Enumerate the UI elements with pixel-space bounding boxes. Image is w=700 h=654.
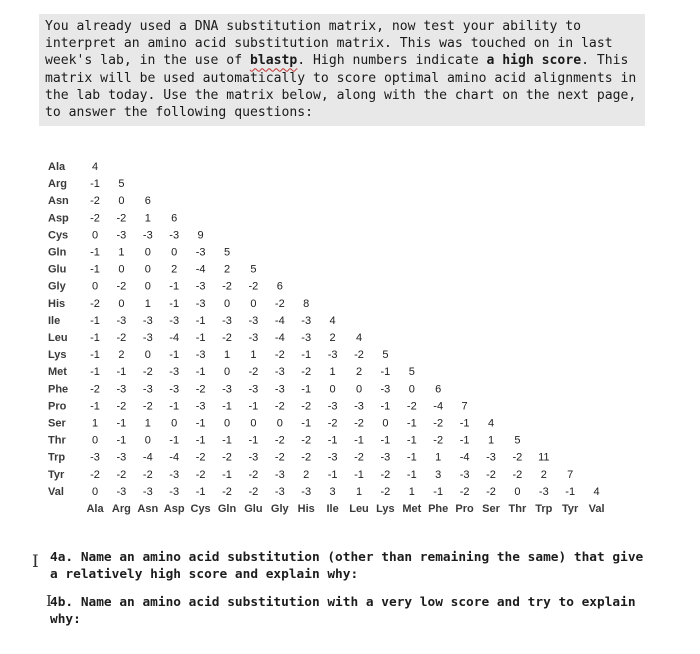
- matrix-cell: 1: [223, 349, 231, 362]
- matrix-cell: -1: [195, 434, 206, 447]
- matrix-cell: -3: [169, 314, 180, 327]
- matrix-cell: -3: [301, 485, 312, 498]
- matrix-cell: 4: [593, 485, 600, 498]
- row-label-tyr: Tyr: [48, 468, 65, 481]
- matrix-cell: 5: [408, 366, 415, 379]
- matrix-cell: -2: [116, 212, 127, 225]
- matrix-cell: -2: [512, 451, 523, 464]
- matrix-cell: 2: [171, 263, 178, 276]
- matrix-cell: -1: [354, 468, 364, 481]
- matrix-cell: 5: [118, 178, 125, 191]
- matrix-cell: -3: [195, 349, 206, 362]
- row-label-glu: Glu: [48, 263, 67, 276]
- col-label-phe: Phe: [428, 503, 449, 515]
- intro-text-part1: You already used a DNA substitution matrix, now test your ability to interpret an amino acid substitution matrix. This was touched on in last week's lab, in the use of: [45, 19, 613, 69]
- matrix-cell: -3: [327, 400, 338, 413]
- intro-high-score: a high score: [486, 53, 582, 69]
- matrix-cell: -2: [274, 297, 285, 310]
- matrix-cell: -3: [248, 451, 259, 464]
- matrix-cell: -1: [301, 383, 312, 396]
- intro-instructions: [39, 14, 645, 126]
- matrix-cell: -1: [90, 400, 100, 413]
- matrix-cell: -1: [406, 451, 417, 464]
- matrix-cell: -1: [327, 468, 338, 481]
- matrix-cell: -2: [301, 434, 312, 447]
- col-label-tyr: Tyr: [562, 503, 579, 515]
- matrix-cell: -2: [195, 468, 206, 481]
- col-label-thr: Thr: [508, 503, 527, 515]
- matrix-cell: -3: [327, 349, 338, 362]
- row-label-thr: Thr: [48, 434, 66, 447]
- col-label-his: His: [297, 503, 315, 515]
- col-label-ile: Ile: [326, 503, 339, 515]
- text-cursor-icon: I: [32, 552, 39, 572]
- matrix-cell: -3: [116, 383, 127, 396]
- matrix-cell: -1: [169, 349, 180, 362]
- matrix-cell: 5: [382, 349, 389, 362]
- matrix-cell: 0: [382, 417, 389, 430]
- row-label-pro: Pro: [48, 400, 67, 413]
- matrix-cell: -3: [248, 314, 259, 327]
- col-label-met: Met: [402, 503, 422, 515]
- matrix-cell: -1: [406, 468, 417, 481]
- matrix-cell: 6: [435, 383, 442, 396]
- matrix-cell: -4: [169, 451, 180, 464]
- matrix-cell: 2: [223, 263, 231, 276]
- matrix-cell: -1: [222, 400, 232, 413]
- row-label-ile: Ile: [48, 314, 61, 327]
- matrix-cell: -3: [169, 485, 180, 498]
- matrix-cell: 0: [408, 383, 415, 396]
- matrix-cell: -3: [248, 383, 259, 396]
- matrix-cell: -1: [90, 263, 100, 276]
- row-label-gln: Gln: [48, 246, 67, 259]
- row-label-arg: Arg: [48, 178, 67, 191]
- matrix-cell: -2: [195, 451, 206, 464]
- matrix-cell: -3: [116, 314, 127, 327]
- matrix-cell: -2: [486, 468, 496, 481]
- matrix-cell: -1: [169, 400, 180, 413]
- matrix-cell: 6: [144, 195, 151, 208]
- col-label-pro: Pro: [455, 503, 474, 515]
- matrix-cell: -3: [301, 314, 312, 327]
- matrix-cell: -2: [274, 349, 285, 362]
- matrix-cell: -1: [433, 485, 444, 498]
- matrix-cell: -2: [248, 366, 259, 379]
- matrix-cell: -1: [90, 246, 100, 259]
- matrix-cell: -2: [116, 400, 127, 413]
- matrix-cell: -4: [274, 314, 285, 327]
- row-label-val: Val: [48, 485, 64, 498]
- intro-blastp-term: blastp: [249, 53, 298, 69]
- row-label-gly: Gly: [48, 280, 66, 293]
- matrix-cell: -1: [327, 434, 338, 447]
- matrix-cell: -1: [380, 434, 391, 447]
- matrix-cell: -4: [433, 400, 444, 413]
- matrix-cell: 6: [276, 280, 283, 293]
- matrix-cell: -2: [512, 468, 523, 481]
- matrix-cell: -1: [248, 400, 259, 413]
- col-label-gly: Gly: [270, 503, 289, 515]
- matrix-cell: -1: [90, 332, 100, 344]
- matrix-cell: 0: [91, 485, 99, 498]
- col-label-trp: Trp: [535, 503, 553, 515]
- matrix-cell: -1: [354, 434, 364, 447]
- matrix-cell: -2: [380, 468, 391, 481]
- col-label-lys: Lys: [376, 503, 395, 515]
- matrix-cell: -3: [90, 451, 100, 464]
- matrix-cell: 0: [355, 383, 363, 396]
- question-4b[interactable]: 4b. Name an amino acid substitution with a very low score and try to explain why:: [50, 595, 636, 627]
- matrix-cell: -1: [565, 485, 576, 498]
- matrix-cell: 0: [144, 263, 151, 276]
- matrix-cell: -1: [406, 434, 417, 447]
- matrix-cell: -2: [433, 434, 444, 447]
- matrix-cell: 0: [223, 366, 231, 379]
- matrix-cell: -1: [195, 485, 206, 498]
- matrix-cell: -3: [116, 451, 127, 464]
- matrix-cell: 0: [250, 417, 257, 430]
- col-label-leu: Leu: [349, 503, 369, 515]
- matrix-cell: -3: [274, 468, 285, 481]
- matrix-cell: 0: [144, 434, 151, 447]
- matrix-cell: -3: [327, 451, 338, 464]
- matrix-cell: -2: [301, 400, 312, 413]
- matrix-cell: -4: [459, 451, 470, 464]
- matrix-cell: -3: [169, 468, 180, 481]
- matrix-cell: -1: [195, 366, 206, 379]
- matrix-cell: 7: [461, 400, 468, 413]
- matrix-cell: -2: [195, 383, 206, 396]
- col-label-asp: Asp: [163, 503, 185, 515]
- matrix-cell: -1: [380, 400, 391, 413]
- matrix-cell: 1: [355, 485, 363, 498]
- row-label-met: Met: [48, 366, 67, 379]
- col-label-ala: Ala: [86, 503, 104, 515]
- matrix-cell: -3: [538, 485, 549, 498]
- matrix-cell: -2: [380, 485, 391, 498]
- row-label-phe: Phe: [48, 383, 69, 396]
- matrix-cell: -1: [90, 314, 100, 327]
- matrix-cell: -2: [248, 468, 259, 481]
- col-label-glu: Glu: [244, 503, 263, 515]
- matrix-cell: -3: [248, 332, 259, 344]
- row-label-cys: Cys: [48, 229, 69, 242]
- matrix-cell: -2: [248, 280, 259, 293]
- matrix-cell: -3: [195, 246, 206, 259]
- matrix-cell: -3: [195, 297, 206, 310]
- matrix-cell: -2: [116, 280, 127, 293]
- row-label-his: His: [48, 297, 66, 310]
- matrix-cell: -1: [301, 349, 312, 362]
- matrix-cell: -1: [459, 417, 470, 430]
- matrix-cell: -2: [433, 417, 444, 430]
- matrix-cell: -1: [116, 417, 127, 430]
- matrix-cell: -2: [222, 485, 232, 498]
- matrix-cell: -1: [301, 417, 312, 430]
- matrix-cell: -1: [169, 297, 180, 310]
- matrix-cell: 1: [144, 297, 151, 310]
- col-label-cys: Cys: [190, 503, 211, 515]
- matrix-cell: 0: [144, 349, 151, 362]
- matrix-cell: -3: [380, 451, 391, 464]
- matrix-cell: 8: [303, 297, 310, 310]
- matrix-cell: -2: [90, 468, 100, 481]
- col-label-gln: Gln: [217, 503, 237, 515]
- matrix-cells: [48, 161, 605, 515]
- matrix-cell: -1: [116, 366, 127, 379]
- matrix-cell: -1: [380, 366, 391, 379]
- matrix-cell: 0: [91, 229, 99, 242]
- row-label-ala: Ala: [48, 161, 66, 173]
- matrix-cell: 2: [118, 349, 125, 362]
- matrix-cell: -3: [486, 451, 496, 464]
- matrix-cell: -4: [195, 263, 206, 276]
- matrix-cell: 0: [144, 246, 151, 259]
- matrix-cell: -2: [274, 400, 285, 413]
- matrix-cell: -1: [116, 434, 127, 447]
- matrix-cell: -1: [195, 314, 206, 327]
- matrix-cell: -1: [90, 349, 100, 362]
- matrix-cell: -1: [459, 434, 470, 447]
- matrix-cell: 3: [329, 485, 336, 498]
- matrix-cell: -3: [380, 383, 391, 396]
- intro-text-part3: . This matrix will be used automatically to score optimal amino acid alignments in the lab today. Use the matrix below, along with the chart on the next page, to answer the following questions:: [45, 53, 637, 121]
- matrix-cell: 1: [329, 366, 336, 379]
- matrix-cell: -2: [327, 417, 338, 430]
- matrix-cell: -3: [142, 332, 153, 344]
- matrix-cell: -2: [354, 417, 364, 430]
- matrix-cell: -2: [406, 400, 417, 413]
- matrix-cell: -3: [142, 229, 153, 242]
- matrix-cell: 1: [118, 246, 125, 259]
- matrix-cell: -2: [248, 485, 259, 498]
- matrix-cell: -4: [169, 332, 180, 344]
- row-label-trp: Trp: [48, 451, 66, 464]
- matrix-cell: 1: [408, 485, 415, 498]
- matrix-cell: -3: [169, 366, 180, 379]
- matrix-cell: 11: [538, 451, 550, 464]
- matrix-cell: 0: [250, 297, 257, 310]
- matrix-cell: 0: [223, 417, 231, 430]
- intro-text-part2: . High numbers indicate: [297, 53, 487, 69]
- matrix-cell: -2: [90, 195, 100, 208]
- matrix-cell: -2: [222, 280, 232, 293]
- matrix-cell: -3: [274, 383, 285, 396]
- matrix-cell: -1: [222, 434, 232, 447]
- matrix-cell: 1: [144, 417, 151, 430]
- matrix-cell: -2: [222, 451, 232, 464]
- matrix-cell: -1: [90, 178, 100, 191]
- matrix-cell: 2: [355, 366, 363, 379]
- matrix-cell: 5: [250, 263, 257, 276]
- matrix-cell: 2: [329, 332, 336, 344]
- matrix-cell: -3: [169, 383, 180, 396]
- matrix-cell: 2: [303, 468, 310, 481]
- matrix-cell: 0: [171, 417, 178, 430]
- matrix-cell: 0: [514, 485, 521, 498]
- matrix-cell: -2: [90, 383, 100, 396]
- matrix-cell: -2: [222, 332, 232, 344]
- matrix-cell: 2: [540, 468, 547, 481]
- matrix-cell: -3: [142, 314, 153, 327]
- matrix-cell: 1: [435, 451, 442, 464]
- matrix-cell: -2: [274, 434, 285, 447]
- matrix-cell: 1: [91, 417, 99, 430]
- matrix-cell: -1: [169, 434, 180, 447]
- matrix-cell: -3: [222, 383, 232, 396]
- matrix-cell: -3: [222, 314, 232, 327]
- matrix-cell: -2: [301, 451, 312, 464]
- row-label-asp: Asp: [48, 212, 69, 225]
- matrix-cell: -2: [354, 349, 364, 362]
- matrix-cell: -3: [301, 332, 312, 344]
- matrix-cell: 0: [118, 297, 125, 310]
- col-label-ser: Ser: [482, 503, 500, 515]
- matrix-cell: 5: [223, 246, 231, 259]
- matrix-cell: -3: [116, 229, 127, 242]
- matrix-cell: -2: [116, 468, 127, 481]
- matrix-cell: -3: [195, 400, 206, 413]
- matrix-cell: -2: [486, 485, 496, 498]
- row-label-lys: Lys: [48, 349, 67, 362]
- matrix-cell: -1: [248, 434, 259, 447]
- matrix-cell: -2: [142, 468, 153, 481]
- matrix-cell: 0: [91, 434, 99, 447]
- matrix-cell: -3: [354, 400, 364, 413]
- matrix-cell: -3: [274, 366, 285, 379]
- matrix-cell: 7: [567, 468, 574, 481]
- matrix-cell: -1: [195, 332, 206, 344]
- matrix-cell: 4: [487, 417, 495, 430]
- matrix-cell: -1: [406, 417, 417, 430]
- matrix-cell: -3: [116, 485, 127, 498]
- matrix-cell: 0: [171, 246, 178, 259]
- matrix-cell: 1: [144, 212, 151, 225]
- row-label-leu: Leu: [48, 332, 68, 344]
- matrix-cell: -1: [222, 468, 232, 481]
- matrix-cell: -1: [169, 280, 180, 293]
- col-label-val: Val: [588, 503, 605, 515]
- matrix-cell: -3: [142, 485, 153, 498]
- matrix-cell: 0: [118, 195, 125, 208]
- row-label-ser: Ser: [48, 417, 66, 430]
- matrix-cell: -3: [274, 485, 285, 498]
- matrix-cell: 0: [329, 383, 336, 396]
- matrix-cell: -1: [90, 366, 100, 379]
- matrix-cell: -1: [195, 417, 206, 430]
- matrix-cell: -2: [142, 400, 153, 413]
- matrix-cell: 0: [223, 297, 231, 310]
- matrix-cell: -2: [301, 366, 312, 379]
- matrix-cell: -2: [90, 297, 100, 310]
- text-cursor-icon: I: [46, 592, 52, 610]
- matrix-cell: -2: [116, 332, 127, 344]
- matrix-cell: 4: [91, 161, 99, 173]
- col-label-arg: Arg: [111, 503, 131, 515]
- matrix-cell: 1: [250, 349, 257, 362]
- matrix-cell: -4: [274, 332, 285, 344]
- matrix-cell: 0: [276, 417, 283, 430]
- matrix-cell: 0: [91, 280, 99, 293]
- substitution-matrix: [0, 150, 700, 520]
- matrix-cell: 3: [435, 468, 442, 481]
- matrix-cell: -2: [142, 366, 153, 379]
- matrix-cell: -3: [169, 229, 180, 242]
- matrix-cell: -2: [274, 451, 285, 464]
- matrix-cell: -2: [90, 212, 100, 225]
- matrix-cell: 5: [514, 434, 521, 447]
- question-4a[interactable]: 4a. Name an amino acid substitution (other than remaining the same) that give a relatively high score and explain why:: [50, 550, 644, 582]
- row-label-asn: Asn: [48, 195, 69, 208]
- matrix-cell: -3: [195, 280, 206, 293]
- matrix-cell: 4: [355, 332, 363, 344]
- matrix-cell: -4: [142, 451, 153, 464]
- matrix-cell: -3: [142, 383, 153, 396]
- matrix-cell: 9: [197, 229, 204, 242]
- matrix-cell: -2: [459, 485, 470, 498]
- matrix-cell: 4: [329, 314, 336, 327]
- matrix-cell: 6: [171, 212, 178, 225]
- matrix-cell: 1: [487, 434, 495, 447]
- matrix-cell: -2: [354, 451, 364, 464]
- matrix-cell: 0: [144, 280, 151, 293]
- matrix-cell: -3: [459, 468, 470, 481]
- matrix-cell: 0: [118, 263, 125, 276]
- col-label-asn: Asn: [137, 503, 159, 515]
